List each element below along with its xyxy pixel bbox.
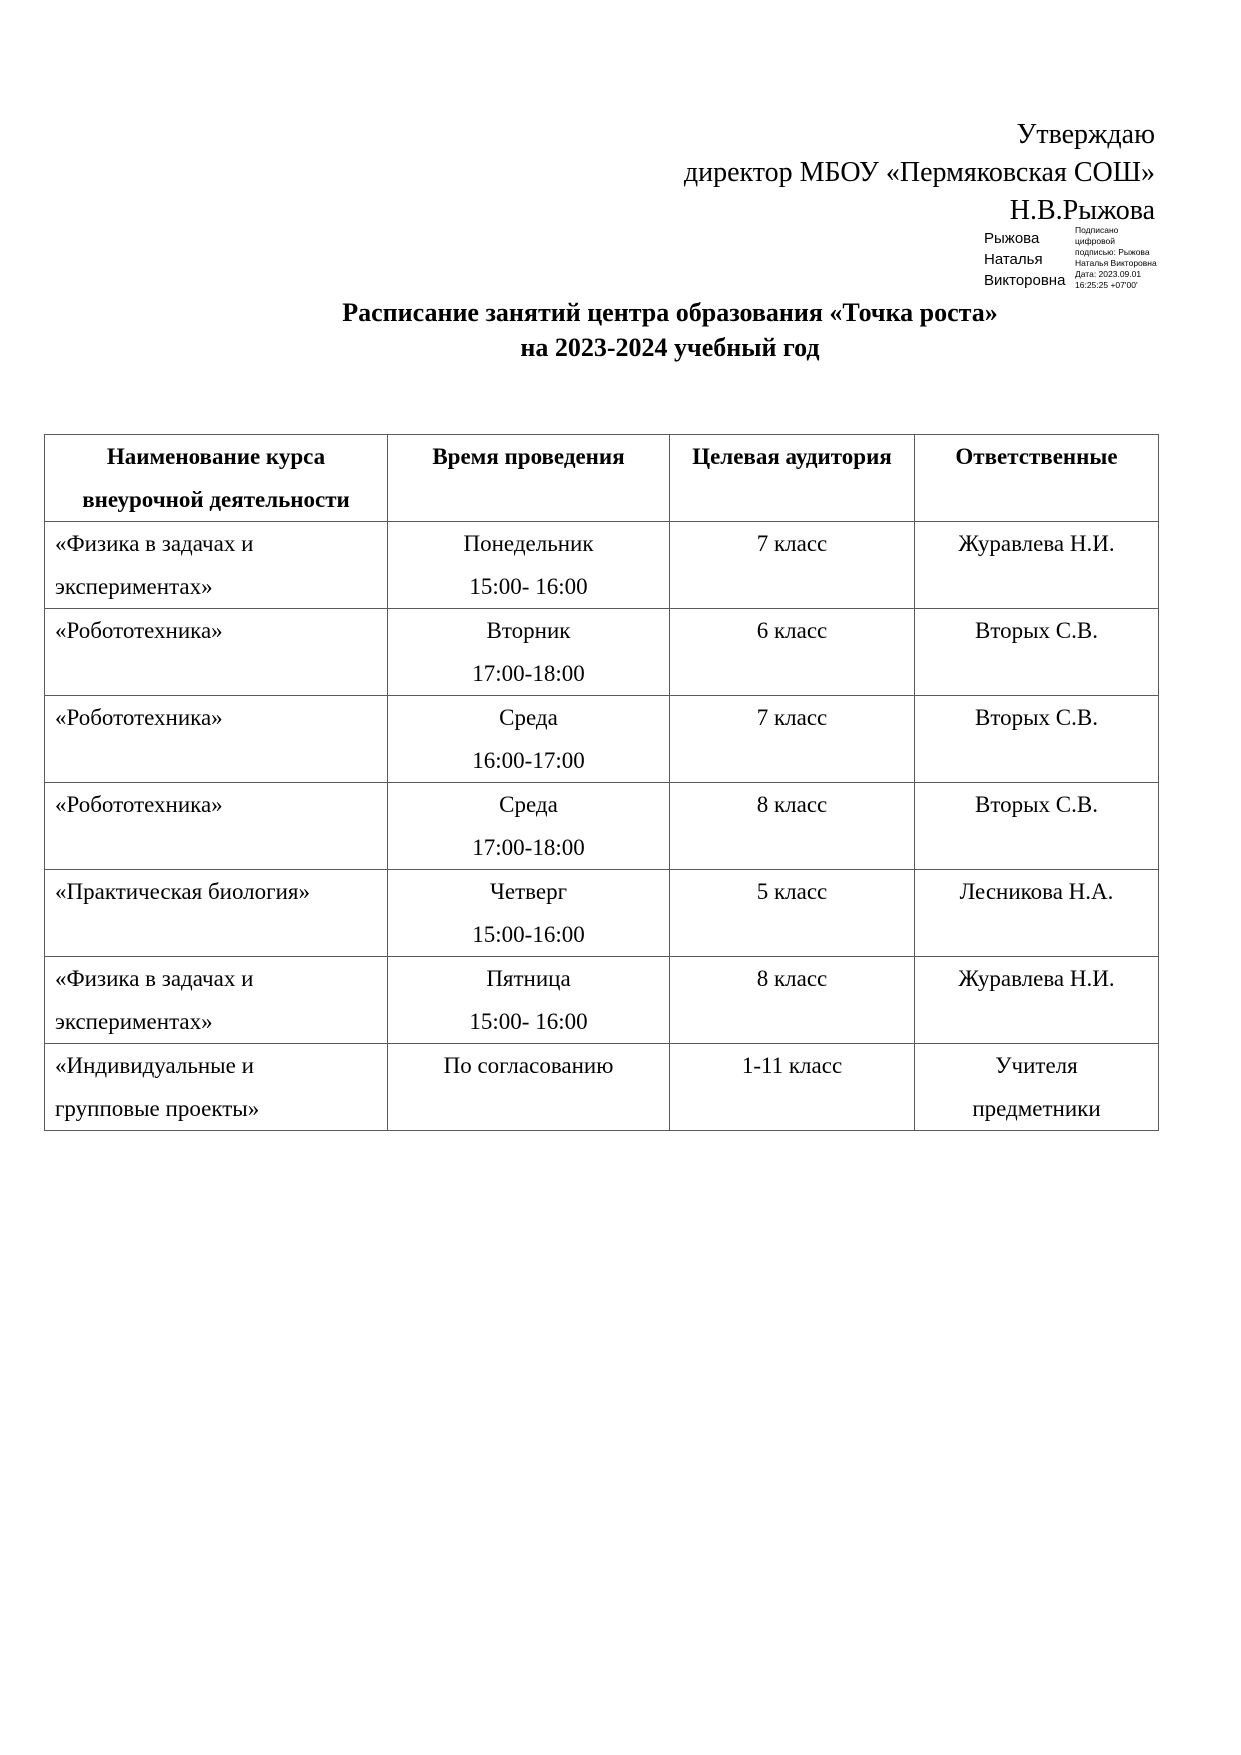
table-row: [45, 783, 1159, 870]
course-cell: [45, 783, 388, 870]
schedule-body: [45, 522, 1159, 1131]
course-cell: [45, 522, 388, 609]
responsible-cell: [915, 783, 1159, 870]
header-time-label: Время проведения: [432, 444, 625, 469]
schedule-table: [44, 434, 1159, 1131]
audience-cell-value: 1-11 класс: [741, 1053, 843, 1078]
responsible-cell-line: Лесникова Н.А.: [959, 879, 1114, 904]
course-cell-line: «Робототехника»: [55, 792, 223, 817]
table-row: [45, 609, 1159, 696]
course-cell-line: «Индивидуальные и: [55, 1053, 254, 1078]
time-cell: [388, 870, 670, 957]
course-cell-line: «Физика в задачах и: [55, 531, 254, 556]
time-cell: [388, 783, 670, 870]
responsible-cell-line: Вторых С.В.: [975, 618, 1098, 643]
time-cell-line: 17:00-18:00: [472, 661, 585, 686]
time-cell-line: 17:00-18:00: [472, 835, 585, 860]
audience-cell: [670, 957, 915, 1044]
audience-cell-value: 7 класс: [756, 531, 828, 556]
signature-name-line: Викторовна: [984, 272, 1066, 289]
audience-cell-value: 7 класс: [756, 705, 828, 730]
table-header-row: [45, 435, 1159, 522]
signature-meta-line: Дата: 2023.09.01: [1075, 269, 1142, 279]
time-cell: [388, 522, 670, 609]
course-cell: [45, 870, 388, 957]
course-cell-line: экспериментах»: [55, 1009, 213, 1034]
audience-cell-value: 6 класс: [756, 618, 828, 643]
time-cell-line: Среда: [499, 705, 558, 730]
responsible-cell: [915, 696, 1159, 783]
audience-cell-value: 8 класс: [756, 966, 828, 991]
header-audience: [670, 435, 915, 522]
audience-cell: [670, 1044, 915, 1131]
approval-signatory: Н.В.Рыжова: [1009, 195, 1155, 226]
signature-meta: [1075, 225, 1157, 291]
time-cell: [388, 609, 670, 696]
table-row: [45, 957, 1159, 1044]
responsible-cell: [915, 957, 1159, 1044]
time-cell-line: 15:00- 16:00: [469, 1009, 588, 1034]
header-course-line: внеурочной деятельности: [82, 487, 350, 512]
digital-signature-stamp: [984, 225, 1184, 293]
course-cell-line: «Практическая биология»: [55, 879, 310, 904]
responsible-cell: [915, 870, 1159, 957]
audience-cell: [670, 609, 915, 696]
time-cell-line: 15:00-16:00: [472, 922, 585, 947]
signature-meta-line: цифровой: [1075, 236, 1115, 246]
signature-name-line: Рыжова: [984, 230, 1040, 247]
document-title: [0, 295, 1241, 365]
header-audience-label: Целевая аудитория: [692, 444, 892, 469]
approval-line: Утверждаю: [1016, 119, 1155, 150]
time-cell-line: Вторник: [486, 618, 571, 643]
time-cell-line: Понедельник: [463, 531, 594, 556]
responsible-cell-line: Вторых С.В.: [975, 705, 1098, 730]
table-row: [45, 870, 1159, 957]
signature-name-line: Наталья: [984, 251, 1043, 268]
header-responsible: [915, 435, 1159, 522]
time-cell-line: По согласованию: [443, 1053, 614, 1078]
course-cell-line: «Физика в задачах и: [55, 966, 254, 991]
responsible-cell-line: Учителя: [995, 1053, 1078, 1078]
responsible-cell-line: Журавлева Н.И.: [958, 531, 1115, 556]
course-cell: [45, 696, 388, 783]
approval-block: [535, 116, 1155, 230]
signature-meta-line: подписью: Рыжова: [1075, 247, 1150, 257]
signature-meta-line: Подписано: [1075, 225, 1119, 235]
time-cell: [388, 1044, 670, 1131]
signature-name: [984, 228, 1065, 291]
table-row: [45, 522, 1159, 609]
audience-cell: [670, 870, 915, 957]
header-course-line: Наименование курса: [106, 444, 326, 469]
time-cell: [388, 696, 670, 783]
responsible-cell-line: Вторых С.В.: [975, 792, 1098, 817]
responsible-cell-line: предметники: [972, 1096, 1101, 1121]
course-cell-line: экспериментах»: [55, 574, 213, 599]
title-line: на 2023-2024 учебный год: [520, 333, 820, 362]
course-cell: [45, 957, 388, 1044]
time-cell-line: 15:00- 16:00: [469, 574, 588, 599]
responsible-cell: [915, 609, 1159, 696]
course-cell-line: групповые проекты»: [55, 1096, 260, 1121]
approval-director: директор МБОУ «Пермяковская СОШ»: [683, 157, 1155, 188]
responsible-cell: [915, 522, 1159, 609]
course-cell: [45, 1044, 388, 1131]
course-cell-line: «Робототехника»: [55, 705, 223, 730]
time-cell-line: Пятница: [486, 966, 571, 991]
audience-cell: [670, 783, 915, 870]
table-row: [45, 696, 1159, 783]
header-time: [388, 435, 670, 522]
course-cell: [45, 609, 388, 696]
signature-meta-line: Наталья Викторовна: [1075, 258, 1157, 268]
signature-meta-line: 16:25:25 +07'00': [1075, 280, 1138, 290]
course-cell-line: «Робототехника»: [55, 618, 223, 643]
audience-cell: [670, 696, 915, 783]
time-cell-line: Среда: [499, 792, 558, 817]
title-line: Расписание занятий центра образования «Точка роста»: [342, 298, 998, 327]
time-cell: [388, 957, 670, 1044]
time-cell-line: 16:00-17:00: [472, 748, 585, 773]
responsible-cell: [915, 1044, 1159, 1131]
time-cell-line: Четверг: [489, 879, 568, 904]
responsible-cell-line: Журавлева Н.И.: [958, 966, 1115, 991]
audience-cell: [670, 522, 915, 609]
header-course: [45, 435, 388, 522]
audience-cell-value: 8 класс: [756, 792, 828, 817]
audience-cell-value: 5 класс: [756, 879, 828, 904]
table-row: [45, 1044, 1159, 1131]
header-responsible-label: Ответственные: [955, 444, 1118, 469]
